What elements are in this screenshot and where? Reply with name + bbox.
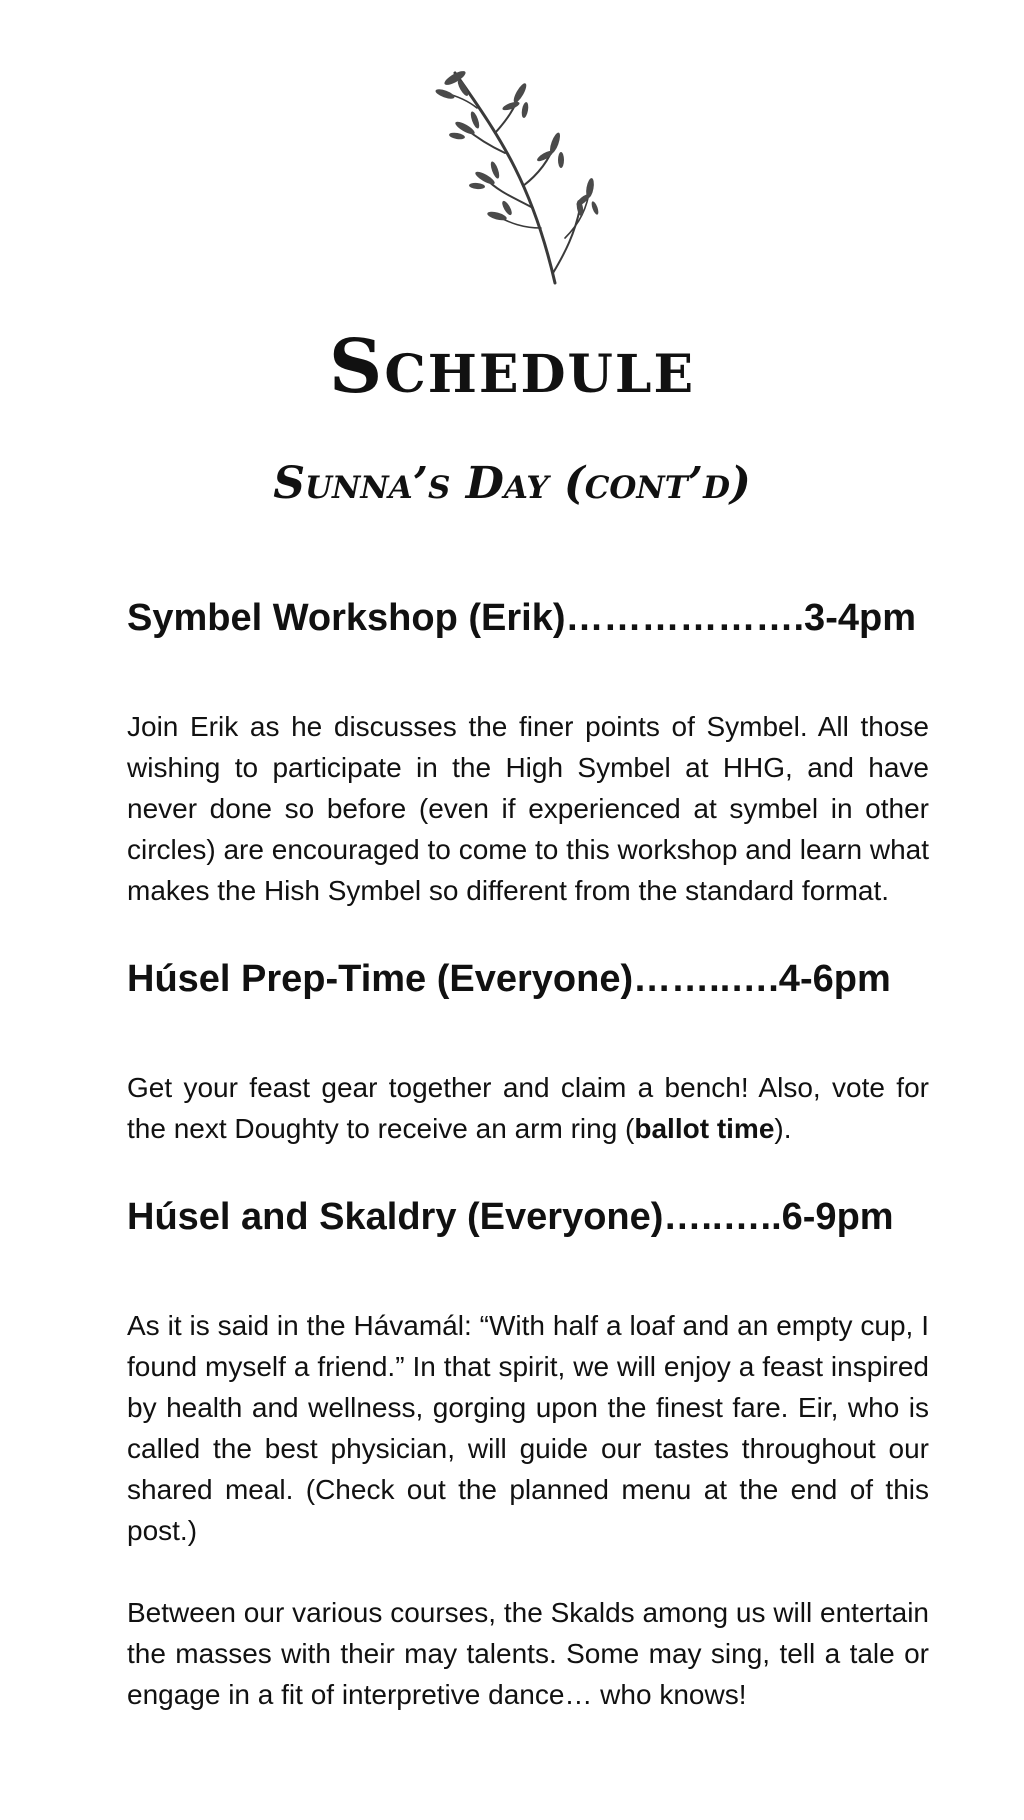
schedule-section — [127, 588, 929, 911]
schedule-section — [127, 1187, 929, 1715]
schedule-content — [127, 588, 929, 1715]
page-subtitle: Sunna’s Day (cont’d) — [273, 458, 751, 509]
section-paragraph — [127, 1067, 929, 1149]
section-paragraph: As it is said in the Hávamál: “With half a loaf and an empty cup, I found myself a friend.” In that spirit, we will enjoy a feast inspired by health and wellness, gorging upon the finest fare. Eir, who is called the best physician, will guide our tastes throughout our shared meal. (Check out the planned menu at the end of this post.) — [127, 1310, 929, 1546]
section-heading: Symbel Workshop (Erik)……………….3-4pm — [127, 597, 916, 639]
page-title: Schedule — [328, 324, 696, 410]
section-paragraph: Join Erik as he discusses the finer points of Symbel. All those wishing to participate in the High Symbel at HHG, and have never done so before (even if experienced at symbel in other circles) are encouraged to come to this workshop and learn what makes the Hish Symbel so different from the standard format. — [127, 711, 929, 906]
paragraph-bold-text: ballot time — [634, 1113, 775, 1144]
section-paragraph: Between our various courses, the Skalds among us will entertain the masses with their may talents. Some may sing, tell a tale or engage in a fit of interpretive dance… who knows! — [127, 1597, 929, 1710]
section-heading: Húsel Prep-Time (Everyone)……..….4-6pm — [127, 958, 891, 1000]
paragraph-text: Get your feast gear together and claim a bench! Also, vote for the next Doughty to receive an arm ring ( — [127, 1072, 929, 1144]
schedule-section — [127, 949, 929, 1149]
paragraph-text: ). — [774, 1113, 792, 1144]
section-heading: Húsel and Skaldry (Everyone)…..…..6-9pm — [127, 1196, 894, 1238]
herb-sprig-icon — [415, 58, 625, 288]
